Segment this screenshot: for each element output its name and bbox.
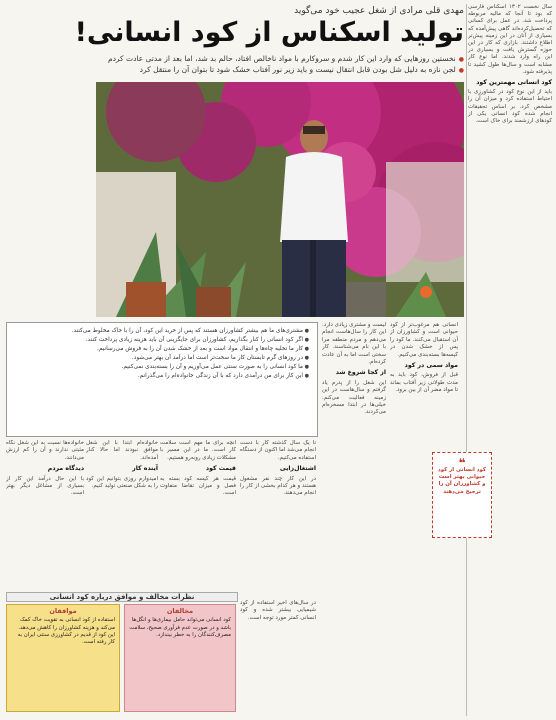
body-subheading: دیدگاه مردم (47, 465, 84, 473)
supporters-text: استفاده از کود انسانی به تقویت خاک کمک می‌کند و هزینه کشاورزان را کاهش می‌دهد. این کود از قدیم در کشاورزی سنتی ایران به کار رفته است. (17, 617, 115, 646)
right-column-text: سال نخست ۱۳۰۲ اسکناس فارسی که بود تا آنجا که مالیه مربوطه پرداخت شد. در عمل برای کسانی که تحصیل‌کرده‌اند گاهی پیش‌آمده که بسیاری از آنان در این زمینه پیش‌تر اطلاع داشتند. بازاری که کار در این حوزه گسترش یافت و بسیاری در این راه وارد شدند. اما نوع کار مشابه است و سال‌ها طول کشید تا پذیرفته شود. (468, 4, 552, 75)
subhead-line: ● لجن نازه به دلیل شل بودن قابل انتقال نیست و باید زیر نور آفتاب خشک شود تا بتوان آن را منتقل کرد (104, 65, 464, 76)
pull-quote (432, 452, 492, 538)
body-text: قیمت هر کیسه کود بسته به فصل و میزان تقاضا متفاوت است. (160, 475, 236, 497)
kicker: مهدی قلی مرادی از شغل عجیب خود می‌گوید (294, 6, 464, 16)
body-text: خانواده‌ام ابتدا با این شغل موافق نبودند اما حالا کنار آمده‌اند. (86, 440, 158, 461)
body-text: در سال‌های اخیر استفاده از کود شیمیایی بیشتر شده و کود انسانی کمتر مورد توجه است. (240, 600, 316, 621)
opponents-text: کود انسانی می‌تواند حامل بیماری‌ها و انگل‌ها باشد و در صورت عدم فرآوری صحیح، سلامت مصرف‌کنندگان را به خطر بیندازد. (129, 617, 231, 638)
body-text: قبل از فروش، کود باید به مدت طولانی زیر آفتاب بماند تا مواد مضر آن از بین برود. (390, 372, 458, 394)
body-text: تا یک سال گذشته کار با دست انجام می‌شد اما اکنون از دستگاه استفاده می‌کنیم. (240, 440, 316, 461)
body-text: با این حال درآمد این کار از بسیاری از مشاغل دیگر بهتر است. (6, 475, 84, 497)
column-divider (466, 4, 467, 716)
body-subheading: آینده کار (132, 465, 158, 473)
body-column-6 (6, 440, 84, 590)
supporters-heading: موافقان (49, 607, 77, 615)
headline: تولید اسکناس از کود انسانی! (74, 17, 464, 48)
summary-item: ● مشتری‌های ما هم بیشتر کشاورزان هستند که پس از خرید این کود، آن را با خاک مخلوط می‌کنند. (15, 327, 309, 336)
body-column-3 (240, 440, 316, 590)
summary-box (6, 322, 318, 437)
right-column-text-2: باید از این نوع کود در کشاورزی با احتیاط استفاده کرد و میزان آن را مشخص کرد. بر اساس تحقیقات انجام شده کود انسانی یکی از کودهای ارزشمند برای خاک است. (468, 89, 552, 125)
right-column (468, 4, 552, 716)
opponents-box (124, 604, 236, 712)
body-text: امیدوارم روزی بتوانیم این کود را به شکل صنعتی تولید کنیم. (86, 475, 158, 490)
body-column-4 (160, 440, 236, 590)
body-text: این شغل را از پدرم یاد گرفتم و سال‌هاست در این زمینه فعالیت می‌کنم. خیلی‌ها در ابتدا مسخره‌ام می‌کردند. (322, 379, 386, 416)
body-column-5 (86, 440, 158, 590)
body-text: انسانی هم مرغوب‌تر از کود حیوانی است و کشاورزان از آن استقبال می‌کنند. ما کود را پس از خشک شدن در کیسه‌ها بسته‌بندی می‌کنیم. (390, 322, 458, 358)
quote-mark-icon: ❝ (458, 456, 466, 470)
article-photo (96, 82, 464, 317)
photo-illustration (96, 82, 464, 317)
summary-item: ● کار ما تخلیه چاه‌ها و انتقال مواد است و بعد از خشک شدن آن را به فروش می‌رسانیم. (15, 345, 309, 354)
body-subheading: قیمت کود (205, 465, 236, 473)
body-column-2 (322, 322, 386, 712)
subhead (104, 54, 464, 75)
pull-quote-text: کود انسانی از کود حیوانی بهتر است و کشاورزان آن را ترجیح می‌دهند (437, 467, 486, 495)
body-column-7 (240, 600, 316, 712)
body-subheading: از کجا شروع شد (335, 369, 386, 377)
summary-item: ● این کار برای من درآمدی دارد که با آن زندگی خانواده‌ام را می‌گذرانم. (15, 372, 309, 381)
body-text: آنچه برای ما مهم است سلامت کار است. ما در این مسیر با مشکلات زیادی روبه‌رو هستیم. (160, 440, 236, 461)
opinions-title: نظرات مخالف و موافق درباره کود انسانی (6, 592, 238, 602)
subhead-line: ● نخستین روزهایی که وارد این کار شدم و سروکارم با مواد ناخالص افتاد، حالم بد شد، اما بعد از مدتی عادت کردم (104, 54, 464, 65)
summary-item: ● در روزهای گرم تابستان کار ما سخت‌تر است اما درآمد آن بهتر می‌شود. (15, 354, 309, 363)
body-subheading: اشتغال‌زایی (279, 465, 316, 473)
right-column-subheading: کود انسانی مهمترین کود (476, 79, 552, 87)
opponents-heading: مخالفان (166, 607, 194, 615)
summary-item: ● ما کود انسانی را به صورت سنتی عمل می‌آوریم و آن را بسته‌بندی نمی‌کنیم. (15, 363, 309, 372)
body-text: خانواده‌ها نسبت به این شغل نگاه مثبتی ندارند و آن را کم ارزش می‌دانند. (6, 440, 84, 461)
body-text: در این کار چند نفر مشغول هستند و هر کدام بخشی از کار را انجام می‌دهند. (240, 475, 316, 497)
body-text: لیست و مشتری زیادی دارد. این کار را سال‌هاست انجام می‌دهم و مردم منطقه مرا با این نام می‌شناسند. کار سختی است اما به آن عادت کرده‌ام. (322, 322, 386, 366)
summary-item: ● اگر کود انسانی را کنار بگذاریم، کشاورزان برای جایگزینی آن باید هزینه زیادی پرداخت کنند. (15, 336, 309, 345)
body-subheading: مواد سمی در کود (404, 362, 458, 370)
supporters-box (6, 604, 120, 712)
